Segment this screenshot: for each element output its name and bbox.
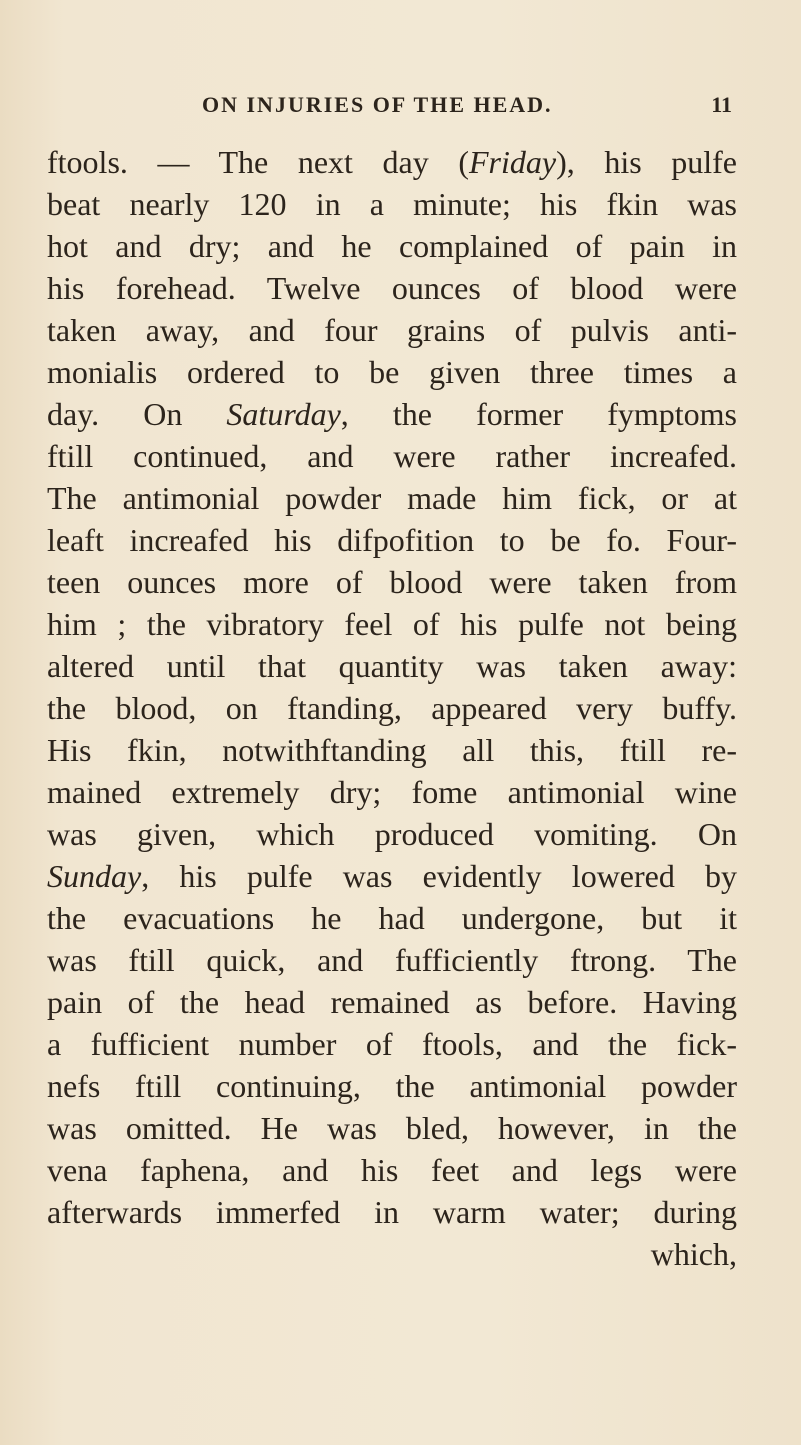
text-line: was ftill quick, and fufficiently ftrong. The [47, 942, 737, 978]
italic-day: Sunday [47, 858, 142, 894]
text-line: nefs ftill continuing, the antimonial powder [47, 1068, 737, 1104]
text-line: hot and dry; and he complained of pain in [47, 228, 737, 264]
page-number: 11 [711, 92, 732, 117]
text-line: was omitted. He was bled, however, in the [47, 1110, 737, 1146]
catchword-line: which, [650, 1236, 737, 1272]
text-line: pain of the head remained as before. Having [47, 984, 737, 1020]
text-line: His fkin, notwithftanding all this, ftill re- [47, 732, 737, 768]
text-line: altered until that quantity was taken away: [47, 648, 737, 684]
text-line: taken away, and four grains of pulvis anti- [47, 312, 737, 348]
text-line: monialis ordered to be given three times a [47, 354, 737, 390]
text-line: beat nearly 120 in a minute; his fkin was [47, 186, 737, 222]
text-line: him ; the vibratory feel of his pulfe not being [47, 606, 737, 642]
text-line: his forehead. Twelve ounces of blood were [47, 270, 737, 306]
text-line: Sunday, his pulfe was evidently lowered by [47, 858, 737, 894]
running-head: ON INJURIES OF THE HEAD. [202, 92, 553, 117]
italic-day: Saturday [226, 396, 341, 432]
italic-day: Friday [468, 144, 557, 180]
text-line: vena faphena, and his feet and legs were [47, 1152, 737, 1188]
text-line: The antimonial powder made him fick, or at [47, 480, 737, 516]
text-line: day. On Saturday, the former fymptoms [47, 396, 737, 432]
text-line: mained extremely dry; fome antimonial wine [47, 774, 737, 810]
text-line: leaft increafed his difpofition to be fo. Four- [47, 522, 737, 558]
text-line: a fufficient number of ftools, and the fick- [47, 1026, 737, 1062]
text-line: was given, which produced vomiting. On [47, 816, 737, 852]
text-line: the blood, on ftanding, appeared very buffy. [47, 690, 737, 726]
text-line: the evacuations he had undergone, but it [47, 900, 737, 936]
page-header [202, 92, 732, 128]
text-line: afterwards immerfed in warm water; during [47, 1194, 737, 1230]
text-line: ftools. — The next day (Friday), his pulfe [47, 144, 738, 180]
text-line: teen ounces more of blood were taken from [47, 564, 737, 600]
text-line: ftill continued, and were rather increafed. [47, 438, 737, 474]
